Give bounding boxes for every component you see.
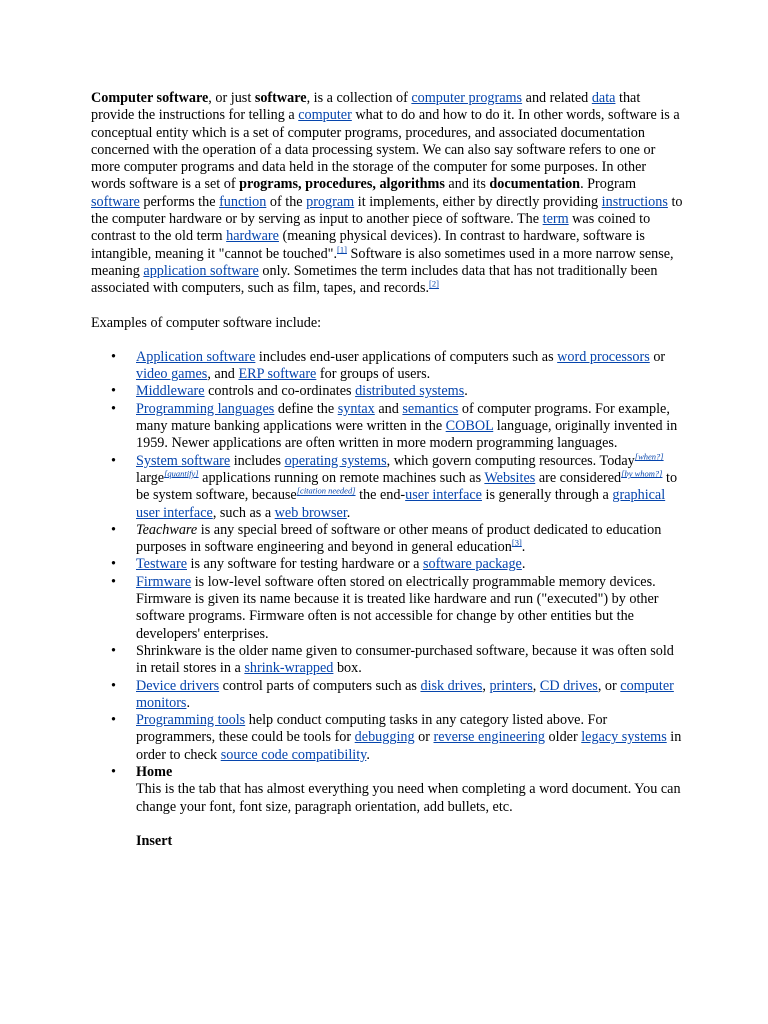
link-programming-languages[interactable]: Programming languages xyxy=(136,400,275,417)
list-item-device-drivers: • Device drivers control parts of computers such as disk drives, printers, CD drives, or computer monitors. xyxy=(111,677,674,711)
bullet-icon: • xyxy=(111,400,116,417)
link-computer-monitors[interactable]: computer monitors xyxy=(136,677,674,711)
link-computer[interactable]: computer xyxy=(298,107,352,124)
bullet-icon: • xyxy=(111,348,116,365)
link-operating-systems[interactable]: operating systems xyxy=(284,452,387,469)
link-firmware[interactable]: Firmware xyxy=(136,573,192,590)
link-data[interactable]: data xyxy=(591,90,616,106)
link-shrink-wrapped[interactable]: shrink-wrapped xyxy=(244,660,334,677)
examples-list xyxy=(91,349,683,816)
link-disk-drives[interactable]: disk drives xyxy=(420,677,483,694)
link-distributed-systems[interactable]: distributed systems xyxy=(355,383,465,400)
document-page xyxy=(91,90,683,850)
list-item-teachware: • Teachware is any special breed of software or other means of product dedicated to education purposes in software engineering and beyond in general education[3]. xyxy=(111,521,662,556)
link-websites[interactable]: Websites xyxy=(484,469,536,486)
tag-quantify[interactable]: [quantify] xyxy=(164,468,199,479)
link-term[interactable]: term xyxy=(542,211,569,228)
link-device-drivers[interactable]: Device drivers xyxy=(136,677,220,694)
bullet-icon: • xyxy=(111,383,116,400)
link-system-software[interactable]: System software xyxy=(136,452,231,469)
list-item-middleware: • Middleware controls and co-ordinates distributed systems. xyxy=(111,383,468,400)
list-item-testware: • Testware is any software for testing hardware or a software package. xyxy=(111,556,526,573)
citation-1[interactable]: [1] xyxy=(337,243,347,254)
bullet-icon: • xyxy=(111,677,116,694)
link-hardware[interactable]: hardware xyxy=(226,228,279,245)
link-application-software-item[interactable]: Application software xyxy=(136,348,256,365)
link-function[interactable]: function xyxy=(219,193,267,210)
link-testware[interactable]: Testware xyxy=(136,556,187,573)
bullet-icon: • xyxy=(111,642,116,659)
tag-by-whom[interactable]: [by whom?] xyxy=(621,468,663,479)
citation-2[interactable]: [2] xyxy=(429,278,439,289)
link-middleware[interactable]: Middleware xyxy=(136,383,205,400)
list-item-application-software: • Application software includes end-user applications of computers such as word processors or video games, and ERP software for groups of users. xyxy=(111,348,666,383)
examples-heading: Examples of computer software include: xyxy=(91,314,322,331)
link-semantics[interactable]: semantics xyxy=(402,400,459,417)
list-item-system-software: • System software includes operating systems, which govern computing resources. Today[when?] large[quantify] applications running on remote machines such as Websites are considered[by whom?] to be system software, because[citation needed] the end-user interface is generally through a graphical user interface, such as a web browser. xyxy=(111,450,678,521)
list-item-shrinkware: • Shrinkware is the older name given to consumer-purchased software, because it was often sold in retail stores in a shrink-wrapped box. xyxy=(111,642,674,677)
bullet-icon: • xyxy=(111,763,116,780)
link-instructions[interactable]: instructions xyxy=(601,193,668,210)
link-source-code-compatibility[interactable]: source code compatibility xyxy=(220,746,367,763)
link-computer-programs[interactable]: computer programs xyxy=(411,90,523,106)
link-video-games[interactable]: video games xyxy=(136,366,208,383)
link-printers[interactable]: printers xyxy=(489,677,533,694)
insert-heading: Insert xyxy=(136,832,173,849)
list-item-firmware: • Firmware is low-level software often stored on electrically programmable memory devices. Firmware is given its name because it is treated like hardware and run ("executed") by other software programs. Firmware often is not accessible for change by other entities but the developers' enterprises. xyxy=(111,573,659,642)
link-reverse-engineering[interactable]: reverse engineering xyxy=(433,729,545,746)
bullet-icon: • xyxy=(111,452,116,469)
link-erp-software[interactable]: ERP software xyxy=(238,366,317,383)
link-programming-tools[interactable]: Programming tools xyxy=(136,712,246,729)
link-software-package[interactable]: software package xyxy=(422,556,522,573)
link-program[interactable]: program xyxy=(306,193,355,210)
list-item-programming-languages: • Programming languages define the syntax and semantics of computer programs. For example, many mature banking applications were written in the COBOL language, originally invented in 1959. Newer applications are often written in more modern programming languages. xyxy=(111,400,678,452)
link-debugging[interactable]: debugging xyxy=(354,729,415,746)
list-item-home xyxy=(91,764,683,816)
link-graphical-user-interface[interactable]: graphical user interface xyxy=(136,487,666,521)
link-cobol[interactable]: COBOL xyxy=(445,418,494,435)
link-word-processors[interactable]: word processors xyxy=(557,348,650,365)
bullet-icon: • xyxy=(111,573,116,590)
home-heading: Home xyxy=(136,763,173,780)
tag-when[interactable]: [when?] xyxy=(634,450,664,461)
bullet-icon: • xyxy=(111,521,116,538)
link-legacy-systems[interactable]: legacy systems xyxy=(581,729,667,746)
link-cd-drives[interactable]: CD drives xyxy=(539,677,598,694)
term-computer-software: Computer software xyxy=(91,90,209,106)
link-user-interface[interactable]: user interface xyxy=(405,487,482,504)
link-syntax[interactable]: syntax xyxy=(337,400,375,417)
link-application-software[interactable]: application software xyxy=(143,262,259,279)
link-software[interactable]: software xyxy=(91,193,140,210)
home-description: This is the tab that has almost everything you need when completing a word document. You can change your font, font size, paragraph orientation, add bullets, etc. xyxy=(136,781,681,815)
citation-3[interactable]: [3] xyxy=(511,537,522,548)
link-web-browser[interactable]: web browser xyxy=(274,504,347,521)
list-item-programming-tools: • Programming tools help conduct computing tasks in any category listed above. For programmers, these could be tools for debugging or reverse engineering older legacy systems in order to check source code compatibility. xyxy=(111,712,682,763)
intro-paragraph: Computer software, or just software, is a collection of computer programs and related data that provide the instructions for telling a computer what to do and how to do it. In other words, software is a conceptual entity which is a set of computer programs, procedures, and associated documentation concerned with the operation of a data processing system. We can also say software refers to one or more computer programs and data held in the storage of the computer for some purposes. In other words software is a set of programs, procedures, algorithms and its documentation. Program software performs the function of the program it implements, either by directly providing instructions to the computer hardware or by serving as input to another piece of software. The term was coined to contrast to the old term hardware (meaning physical devices). In contrast to hardware, software is intangible, meaning it "cannot be touched".[1] Software is also sometimes used in a more narrow sense, meaning application software only. Sometimes the term includes data that has not traditionally been associated with computers, such as film, tapes, and records.[2] xyxy=(91,90,683,297)
bullet-icon: • xyxy=(111,556,116,573)
term-software: software xyxy=(254,90,307,106)
tag-citation-needed[interactable]: [citation needed] xyxy=(296,485,356,496)
bullet-icon: • xyxy=(111,712,116,729)
